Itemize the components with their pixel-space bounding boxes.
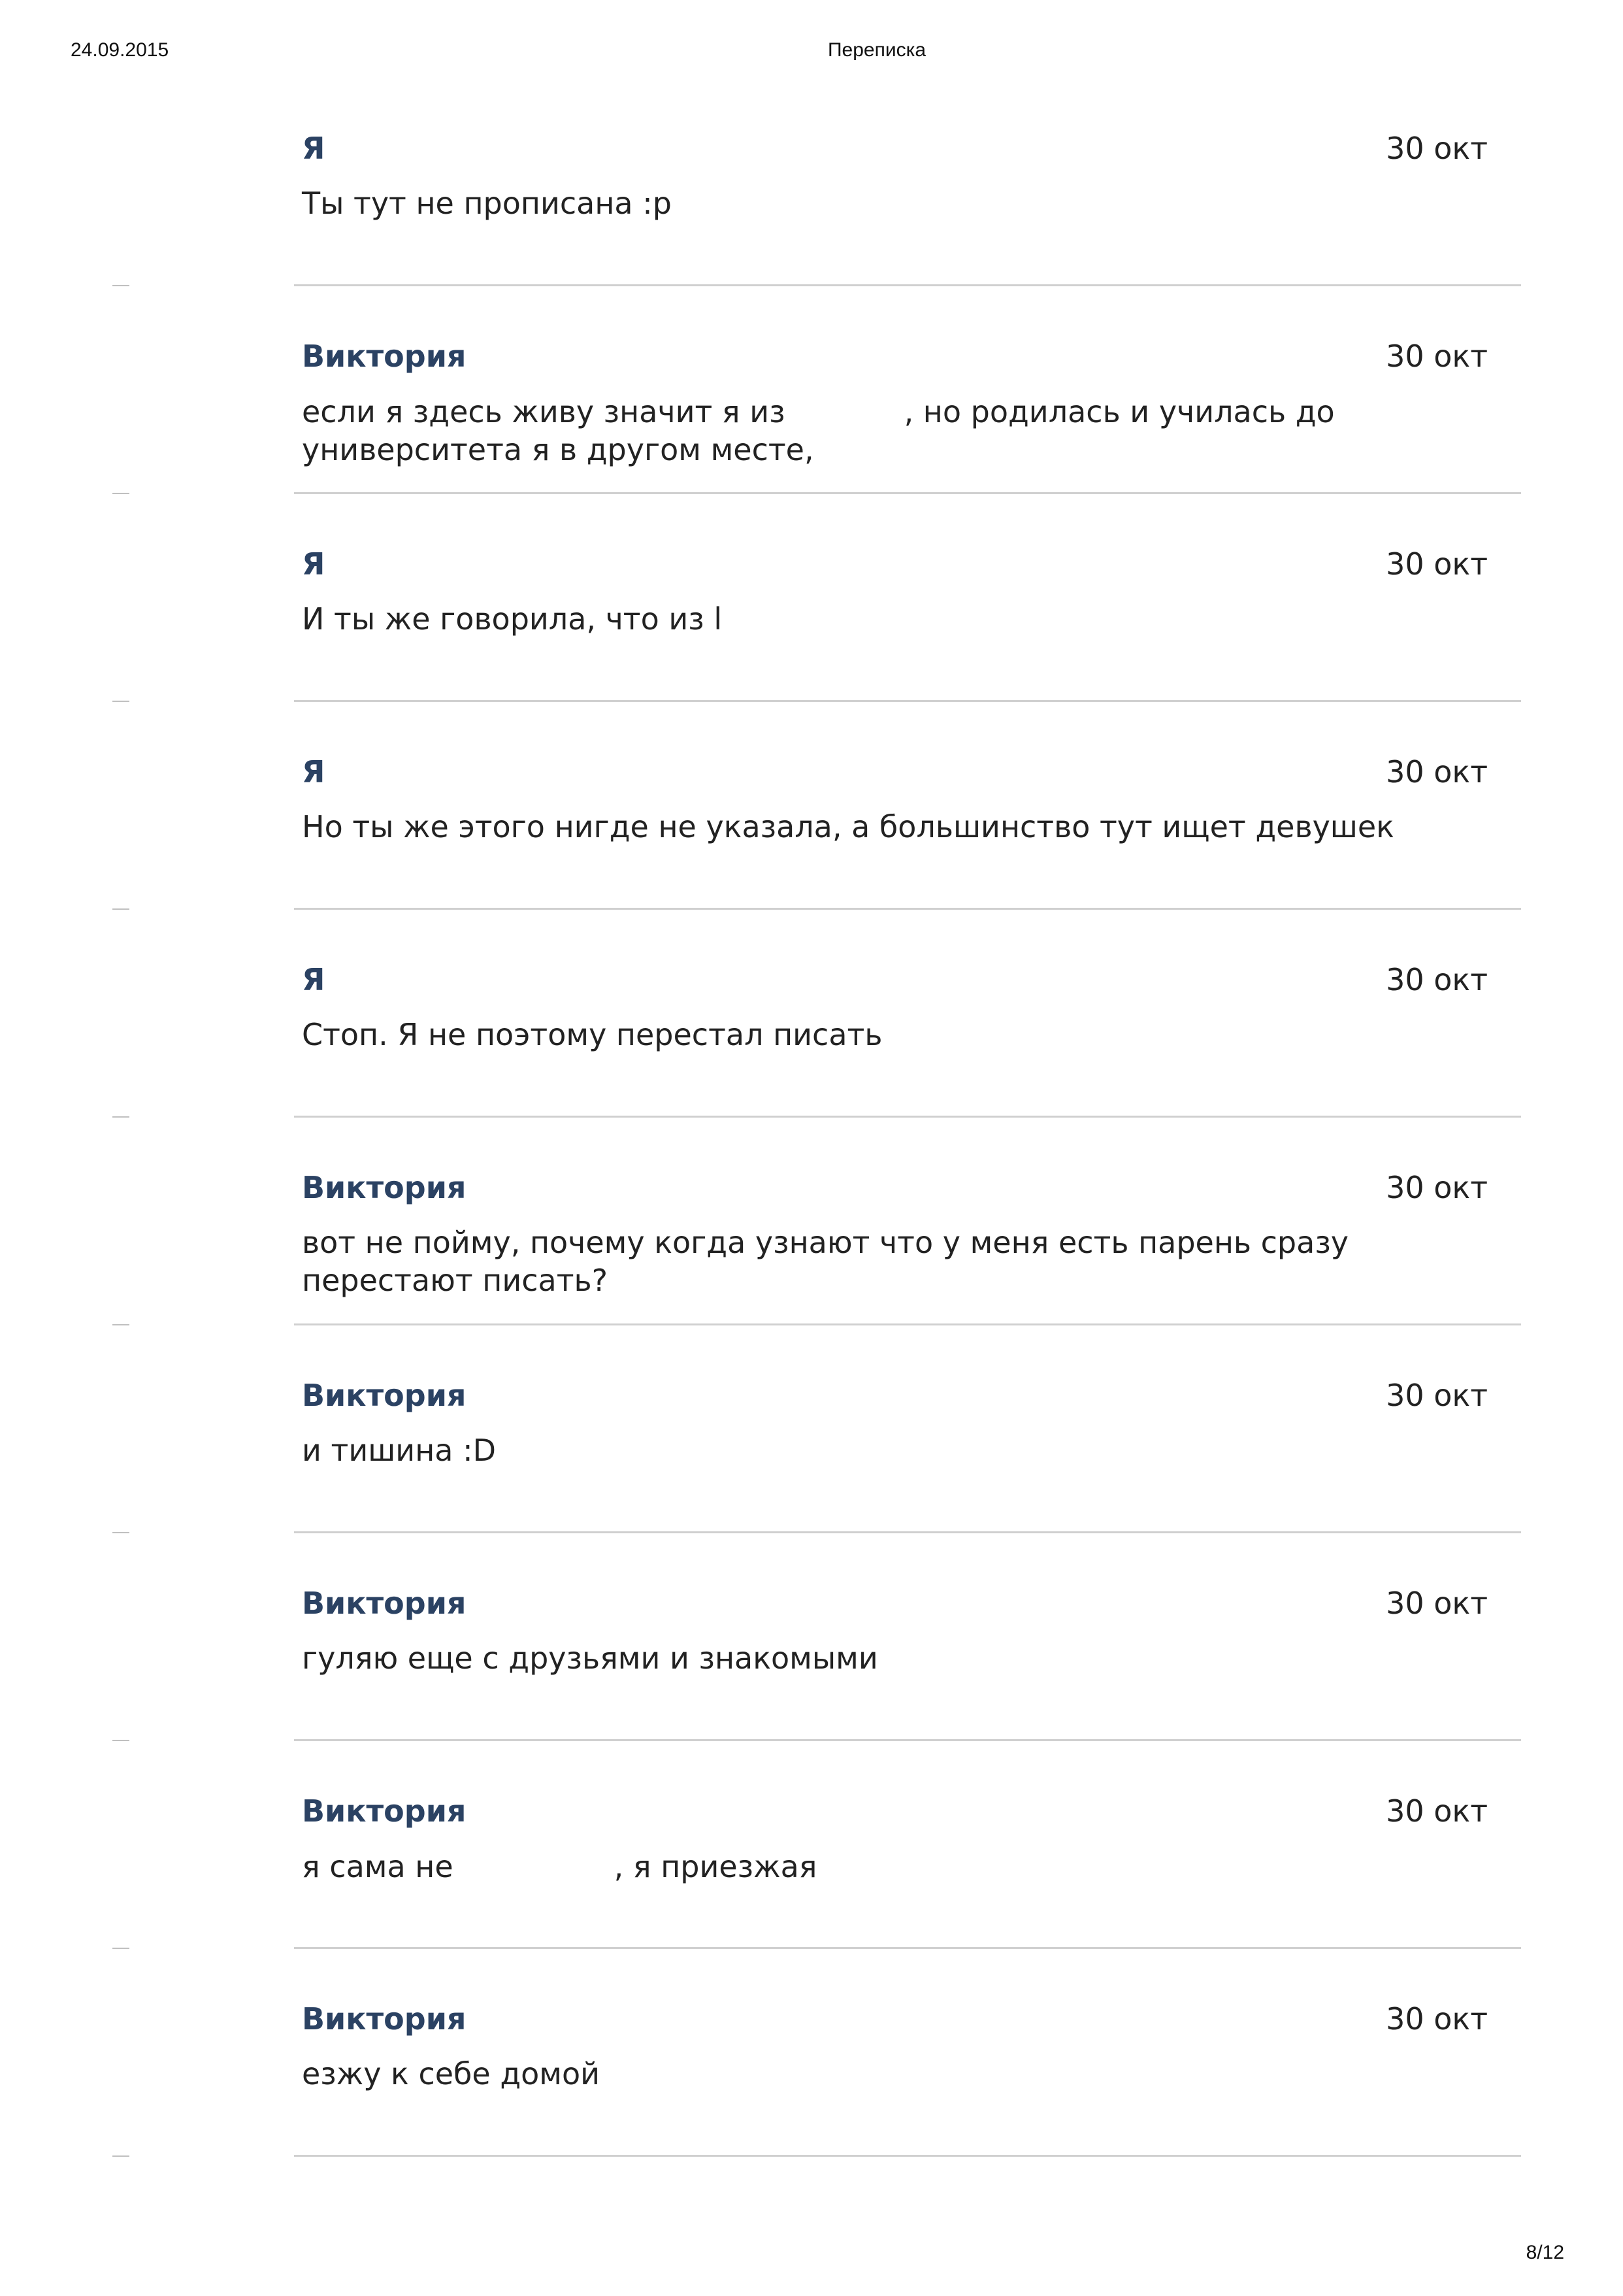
message-date: 30 окт [1386, 546, 1488, 582]
message-text [302, 1847, 1504, 1886]
message-sender: Виктория [302, 1586, 467, 1621]
message-text [302, 1223, 1504, 1299]
message-text-part: , я приезжая [614, 1849, 817, 1884]
message-date: 30 окт [1386, 754, 1488, 790]
message-sender: Виктория [302, 1378, 467, 1413]
redacted-gap [785, 392, 904, 422]
margin-dash [112, 908, 129, 910]
margin-dash [112, 2155, 129, 2157]
message-date: 30 окт [1386, 339, 1488, 374]
message-text-part: гуляю еще с друзьями и знакомыми [302, 1640, 878, 1676]
message-sender: Виктория [302, 2001, 467, 2037]
message-sender: Виктория [302, 1793, 467, 1829]
message-text-part: Но ты же этого нигде не указала, а большинство тут ищет девушек [302, 809, 1394, 844]
message-date: 30 окт [1386, 1793, 1488, 1829]
message-text [302, 184, 1504, 222]
margin-dash [112, 1532, 129, 1533]
message-text [302, 1431, 1504, 1469]
message-sender: Я [302, 131, 325, 166]
message-text-part: Стоп. Я не поэтому перестал писать [302, 1017, 883, 1052]
message-divider [294, 1739, 1521, 1741]
message-sender: Я [302, 754, 325, 790]
message-item [0, 735, 1623, 942]
message-text-part: И ты же говорила, что из l [302, 601, 723, 637]
message-sender: Я [302, 962, 325, 997]
margin-dash [112, 493, 129, 494]
margin-dash [112, 701, 129, 702]
message-divider [294, 1116, 1521, 1118]
message-text-part: я сама не [302, 1849, 453, 1884]
message-item [0, 527, 1623, 735]
message-divider [294, 284, 1521, 286]
page-number: 8/12 [1526, 2242, 1564, 2263]
message-date: 30 окт [1386, 1170, 1488, 1205]
message-text [302, 1639, 1504, 1677]
message-divider [294, 1323, 1521, 1325]
message-text-part: езжу к себе домой [302, 2056, 600, 2091]
message-sender: Я [302, 546, 325, 582]
message-text [302, 808, 1504, 846]
message-date: 30 окт [1386, 1586, 1488, 1621]
message-date: 30 окт [1386, 1378, 1488, 1413]
print-date: 24.09.2015 [71, 39, 169, 61]
message-item [0, 1358, 1623, 1566]
message-item [0, 1566, 1623, 1774]
message-text [302, 1016, 1504, 1054]
message-divider [294, 700, 1521, 702]
message-divider [294, 2155, 1521, 2157]
message-text [302, 2055, 1504, 2093]
message-divider [294, 492, 1521, 494]
margin-dash [112, 1948, 129, 1949]
message-item [0, 1982, 1623, 2189]
message-text-part: и тишина :D [302, 1433, 497, 1468]
message-text-part: Ты тут не прописана :p [302, 186, 672, 221]
message-divider [294, 1947, 1521, 1949]
message-date: 30 окт [1386, 131, 1488, 166]
message-text [302, 392, 1504, 469]
redacted-gap [453, 1847, 614, 1877]
message-text-part: если я здесь живу значит я из [302, 394, 785, 429]
message-sender: Виктория [302, 339, 467, 374]
message-sender: Виктория [302, 1170, 467, 1205]
message-divider [294, 908, 1521, 910]
message-item [0, 319, 1623, 527]
message-text [302, 600, 1504, 638]
message-date: 30 окт [1386, 2001, 1488, 2037]
message-item [0, 942, 1623, 1150]
message-item [0, 111, 1623, 319]
margin-dash [112, 285, 129, 286]
message-item [0, 1774, 1623, 1982]
page-title: Переписка [827, 39, 926, 61]
margin-dash [112, 1116, 129, 1118]
margin-dash [112, 1740, 129, 1741]
message-text-part: , но родилась и училась до университета я в другом месте, [302, 394, 1335, 467]
message-divider [294, 1531, 1521, 1533]
margin-dash [112, 1324, 129, 1325]
message-text-part: вот не пойму, почему когда узнают что у меня есть парень сразу перестают писать? [302, 1225, 1349, 1298]
message-item [0, 1150, 1623, 1358]
message-date: 30 окт [1386, 962, 1488, 997]
